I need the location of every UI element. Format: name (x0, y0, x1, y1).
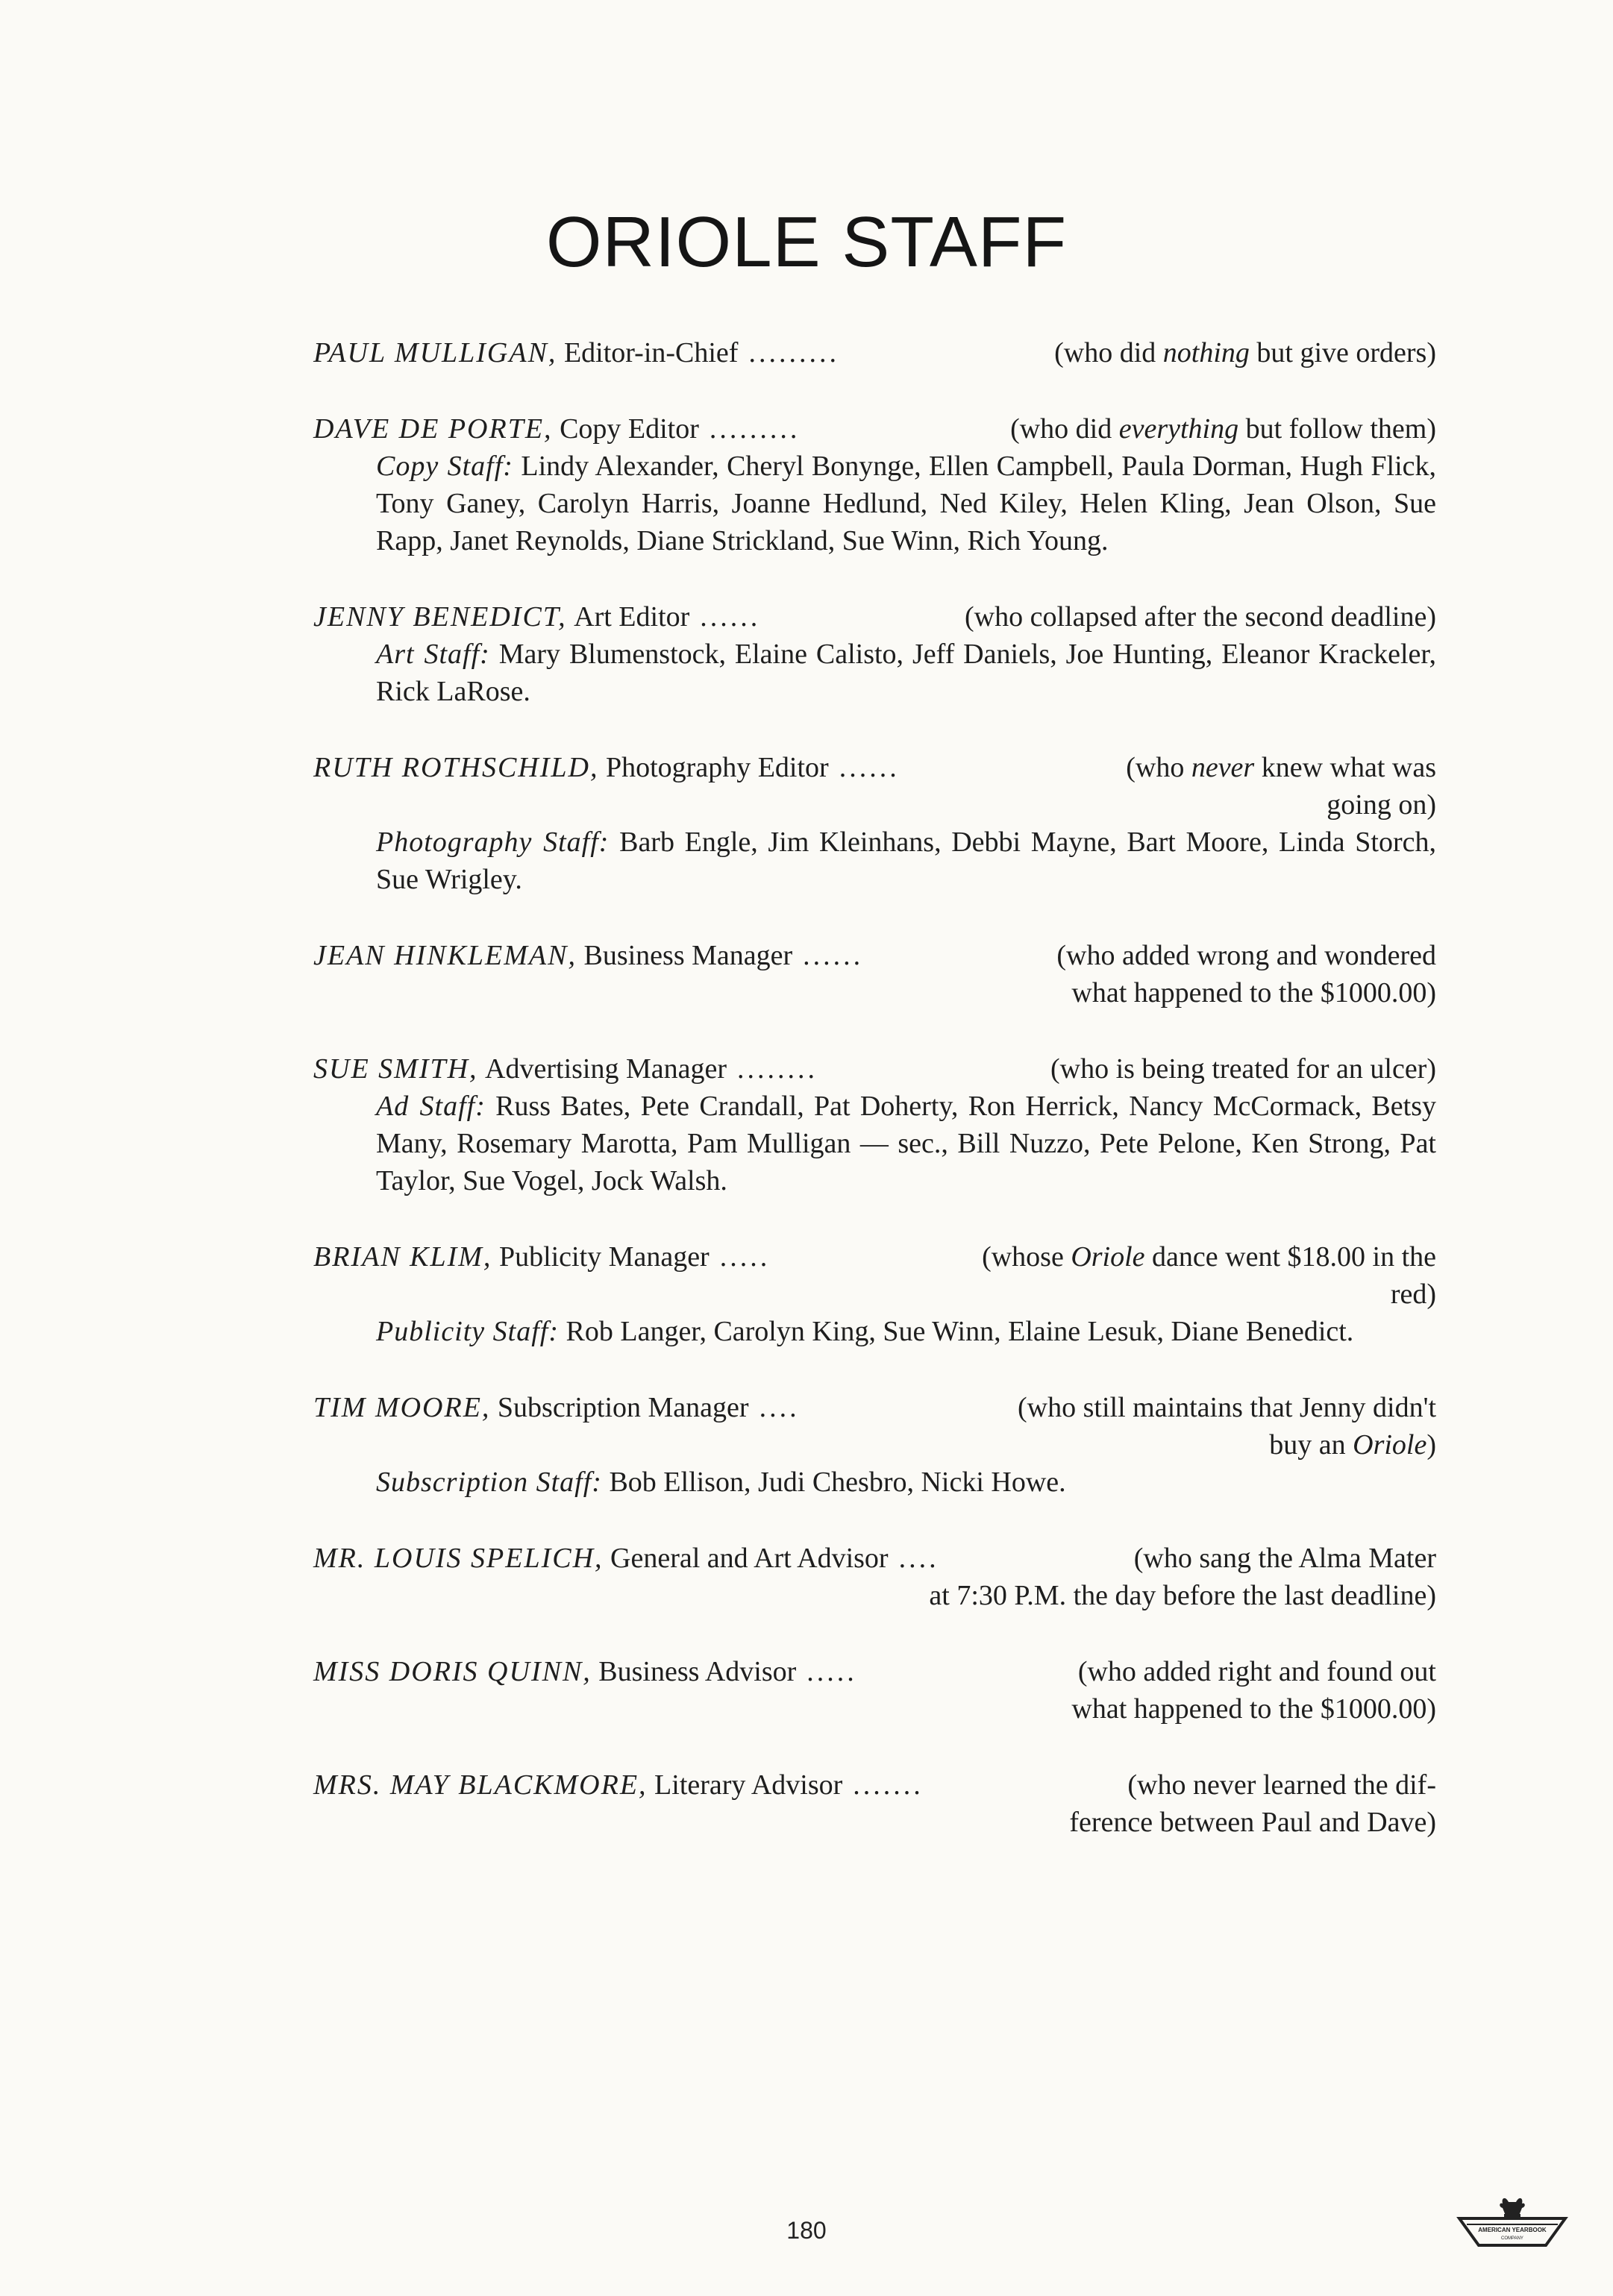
staff-entry (313, 1389, 1436, 1501)
staff-comment-continued: buy an Oriole) (1269, 1429, 1436, 1461)
printer-mark-line1: AMERICAN YEARBOOK (1478, 2227, 1547, 2233)
entry-headline (313, 749, 1436, 786)
staff-comment: (who is being treated for an ulcer) (1050, 1053, 1436, 1085)
american-yearbook-company-logo (1456, 2193, 1568, 2253)
staff-entry (313, 1766, 1436, 1841)
leader-dots: ..... (719, 1241, 771, 1273)
staff-role: Literary Advisor (654, 1769, 843, 1801)
staff-entry (313, 1653, 1436, 1728)
staff-comment: (who did nothing but give orders) (1054, 337, 1436, 368)
entry-headline (313, 598, 1436, 636)
staff-entry (313, 334, 1436, 371)
staff-name: PAUL MULLIGAN, (313, 337, 557, 368)
staff-names: Lindy Alexander, Cheryl Bonynge, Ellen Campbell, Paula Dorman, Hugh Flick, Tony Ganey, Carolyn Harris, Joanne Hedlund, Ned Kiley, Helen Kling, Jean Olson, Sue Rapp, Janet Reynolds, Diane Strickland, Sue Winn, Rich Young. (376, 451, 1436, 556)
staff-label: Publicity Staff: (376, 1316, 560, 1347)
staff-entry (313, 598, 1436, 710)
staff-names: Bob Ellison, Judi Chesbro, Nicki Howe. (609, 1467, 1066, 1498)
staff-comment: (who collapsed after the second deadline) (964, 601, 1436, 633)
staff-label: Ad Staff: (376, 1091, 486, 1122)
staff-entry (313, 1540, 1436, 1614)
staff-comment: (who never learned the dif- (1127, 1769, 1436, 1801)
staff-role: Advertising Manager (485, 1053, 727, 1085)
staff-role: General and Art Advisor (610, 1543, 889, 1574)
staff-entry (313, 410, 1436, 559)
staff-comment: (who still maintains that Jenny didn't (1018, 1392, 1436, 1423)
staff-role: Subscription Manager (497, 1392, 749, 1423)
staff-role: Photography Editor (605, 752, 829, 783)
staff-label: Art Staff: (376, 639, 490, 670)
staff-name: RUTH ROTHSCHILD, (313, 752, 599, 783)
entry-headline (313, 937, 1436, 974)
staff-role: Business Manager (583, 940, 793, 971)
staff-role: Business Advisor (598, 1656, 797, 1687)
leader-dots: ......... (748, 337, 839, 368)
staff-comment: (who sang the Alma Mater (1133, 1543, 1436, 1574)
staff-entry (313, 1050, 1436, 1199)
staff-entry (313, 749, 1436, 898)
staff-names: Mary Blumenstock, Elaine Calisto, Jeff Daniels, Joe Hunting, Eleanor Krackeler, Rick LaRose. (376, 639, 1437, 707)
staff-name: JEAN HINKLEMAN, (313, 940, 577, 971)
staff-members (376, 448, 1436, 559)
staff-label: Copy Staff: (376, 451, 513, 482)
staff-name: MR. LOUIS SPELICH, (313, 1543, 604, 1574)
staff-entry (313, 1238, 1436, 1350)
staff-comment: (whose Oriole dance went $18.00 in the (982, 1241, 1436, 1273)
entry-headline (313, 1389, 1436, 1426)
staff-name: SUE SMITH, (313, 1053, 478, 1085)
staff-label: Subscription Staff: (376, 1467, 602, 1498)
leader-dots: .... (898, 1543, 939, 1574)
staff-members (376, 1088, 1436, 1199)
staff-names: Barb Engle, Jim Kleinhans, Debbi Mayne, Bart Moore, Linda Storch, Sue Wrigley. (376, 827, 1437, 895)
staff-comment: (who never knew what was (1126, 752, 1436, 783)
staff-comment: (who added right and found out (1077, 1656, 1436, 1687)
staff-role: Art Editor (574, 601, 690, 633)
leader-dots: ........ (737, 1053, 818, 1085)
staff-members (376, 1313, 1436, 1350)
staff-role: Editor-in-Chief (563, 337, 739, 368)
staff-members (376, 636, 1436, 710)
staff-name: JENNY BENEDICT, (313, 601, 567, 633)
staff-members (376, 824, 1436, 898)
staff-role: Copy Editor (560, 413, 699, 445)
staff-name: MRS. MAY BLACKMORE, (313, 1769, 648, 1801)
staff-names: Russ Bates, Pete Crandall, Pat Doherty, Ron Herrick, Nancy McCormack, Betsy Many, Rosemary Marotta, Pam Mulligan — sec., Bill Nuzzo, Pete Pelone, Ken Strong, Pat Taylor, Sue Vogel, Jock Walsh. (376, 1091, 1436, 1196)
staff-list (313, 334, 1436, 1880)
entry-headline (313, 1540, 1436, 1577)
page-title: ORIOLE STAFF (545, 202, 1068, 282)
staff-name: TIM MOORE, (313, 1392, 491, 1423)
staff-entry (313, 937, 1436, 1011)
staff-names: Rob Langer, Carolyn King, Sue Winn, Elaine Lesuk, Diane Benedict. (566, 1316, 1354, 1347)
staff-comment-continued: at 7:30 P.M. the day before the last deadline) (929, 1580, 1436, 1611)
entry-headline (313, 1238, 1436, 1276)
entry-headline (313, 1766, 1436, 1804)
staff-name: DAVE DE PORTE, (313, 413, 553, 445)
staff-members (376, 1464, 1436, 1501)
staff-comment-continued: ference between Paul and Dave) (1069, 1807, 1436, 1838)
staff-comment: (who added wrong and wondered (1056, 940, 1436, 971)
page-number: 180 (786, 2217, 827, 2244)
staff-name: BRIAN KLIM, (313, 1241, 492, 1273)
entry-headline (313, 334, 1436, 371)
entry-headline (313, 1050, 1436, 1088)
leader-dots: ...... (700, 601, 761, 633)
staff-comment-continued: what happened to the $1000.00) (1071, 977, 1436, 1009)
leader-dots: .... (759, 1392, 800, 1423)
staff-comment-continued: what happened to the $1000.00) (1071, 1693, 1436, 1725)
leader-dots: ...... (803, 940, 864, 971)
leader-dots: ...... (839, 752, 900, 783)
printer-mark-line2: COMPANY (1501, 2236, 1523, 2241)
staff-comment-continued: going on) (1327, 789, 1436, 821)
staff-label: Photography Staff: (376, 827, 610, 858)
staff-name: MISS DORIS QUINN, (313, 1656, 592, 1687)
staff-comment: (who did everything but follow them) (1010, 413, 1436, 445)
leader-dots: ....... (853, 1769, 924, 1801)
entry-headline (313, 410, 1436, 448)
entry-headline (313, 1653, 1436, 1690)
staff-role: Publicity Manager (498, 1241, 710, 1273)
leader-dots: ..... (806, 1656, 857, 1687)
staff-comment-continued: red) (1390, 1279, 1436, 1310)
leader-dots: ......... (709, 413, 801, 445)
